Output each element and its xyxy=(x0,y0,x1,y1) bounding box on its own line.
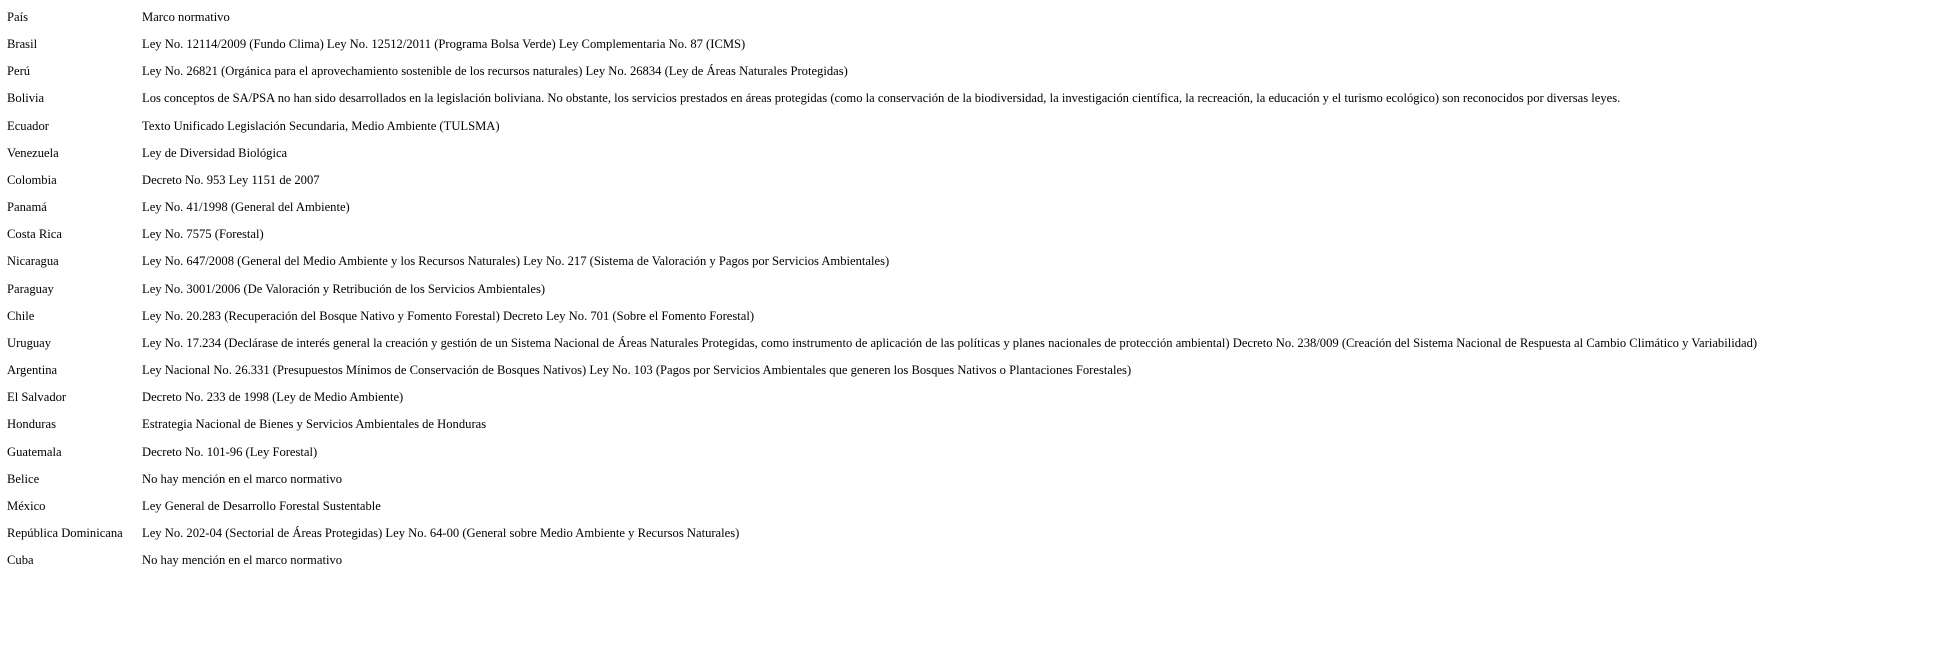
legal-framework-table xyxy=(7,4,1757,574)
table-row xyxy=(7,85,1757,112)
table-row xyxy=(7,248,1757,275)
table-row xyxy=(7,113,1757,140)
framework-cell: Ley No. 3001/2006 (De Valoración y Retribución de los Servicios Ambientales) xyxy=(142,281,546,296)
table-row xyxy=(7,493,1757,520)
table-row xyxy=(7,547,1757,574)
table-row xyxy=(7,384,1757,411)
table-row xyxy=(7,357,1757,384)
framework-cell: Estrategia Nacional de Bienes y Servicios Ambientales de Honduras xyxy=(142,417,487,432)
country-cell: Honduras xyxy=(7,417,56,432)
table-row xyxy=(7,303,1757,330)
table-row xyxy=(7,31,1757,58)
table-header-row xyxy=(7,4,1757,31)
country-cell: Venezuela xyxy=(7,145,59,160)
framework-cell: Ley No. 12114/2009 (Fundo Clima) Ley No. 12512/2011 (Programa Bolsa Verde) Ley Complementaria No. 87 (ICMS) xyxy=(142,37,746,52)
table-row xyxy=(7,221,1757,248)
country-cell: Uruguay xyxy=(7,335,52,350)
framework-cell: Ley Nacional No. 26.331 (Presupuestos Mínimos de Conservación de Bosques Nativos) Ley No. 103 (Pagos por Servicios Ambientales que generen los Bosques Nativos o Plantaciones Forestales) xyxy=(142,363,1132,378)
country-cell: Panamá xyxy=(7,200,47,215)
country-cell: Paraguay xyxy=(7,281,54,296)
framework-cell: Decreto No. 953 Ley 1151 de 2007 xyxy=(142,172,320,187)
table-row xyxy=(7,276,1757,303)
country-cell: Perú xyxy=(7,64,31,79)
framework-cell: Ley No. 41/1998 (General del Ambiente) xyxy=(142,200,350,215)
framework-cell: Los conceptos de SA/PSA no han sido desarrollados en la legislación boliviana. No obstante, los servicios prestados en áreas protegidas (como la conservación de la biodiversidad, la investigación científica, la recreación, la educación y el turismo ecológico) son reconocidos por diversas leyes. xyxy=(142,91,1621,106)
framework-cell: Ley No. 17.234 (Declárase de interés general la creación y gestión de un Sistema Nacional de Áreas Naturales Protegidas, como instrumento de aplicación de las políticas y planes nacionales de protección ambiental) Decreto No. 238/009 (Creación del Sistema Nacional de Respuesta al Cambio Climático y Variabilidad) xyxy=(142,335,1758,350)
header-country: País xyxy=(7,10,28,24)
framework-cell: Decreto No. 101-96 (Ley Forestal) xyxy=(142,444,318,459)
framework-cell: Texto Unificado Legislación Secundaria, Medio Ambiente (TULSMA) xyxy=(142,118,500,133)
country-cell: Chile xyxy=(7,308,35,323)
country-cell: Cuba xyxy=(7,553,34,568)
country-cell: República Dominicana xyxy=(7,525,123,540)
table-row xyxy=(7,466,1757,493)
framework-cell: No hay mención en el marco normativo xyxy=(142,553,343,568)
framework-cell: Ley No. 26821 (Orgánica para el aprovechamiento sostenible de los recursos naturales) Ley No. 26834 (Ley de Áreas Naturales Protegidas) xyxy=(142,64,848,79)
table-row xyxy=(7,58,1757,85)
framework-cell: No hay mención en el marco normativo xyxy=(142,471,343,486)
table-row xyxy=(7,167,1757,194)
table-row xyxy=(7,330,1757,357)
header-framework: Marco normativo xyxy=(142,10,230,24)
table-row xyxy=(7,411,1757,438)
country-cell: Costa Rica xyxy=(7,227,62,242)
country-cell: Ecuador xyxy=(7,118,49,133)
framework-cell: Decreto No. 233 de 1998 (Ley de Medio Ambiente) xyxy=(142,390,404,405)
table-body xyxy=(7,4,1757,574)
framework-cell: Ley No. 202-04 (Sectorial de Áreas Protegidas) Ley No. 64-00 (General sobre Medio Ambiente y Recursos Naturales) xyxy=(142,525,740,540)
country-cell: Nicaragua xyxy=(7,254,59,269)
framework-cell: Ley No. 7575 (Forestal) xyxy=(142,227,264,242)
framework-cell: Ley General de Desarrollo Forestal Sustentable xyxy=(142,498,381,513)
framework-cell: Ley de Diversidad Biológica xyxy=(142,145,288,160)
table-row xyxy=(7,439,1757,466)
table-row xyxy=(7,520,1757,547)
country-cell: México xyxy=(7,498,46,513)
table-row xyxy=(7,140,1757,167)
framework-cell: Ley No. 20.283 (Recuperación del Bosque Nativo y Fomento Forestal) Decreto Ley No. 701 (Sobre el Fomento Forestal) xyxy=(142,308,755,323)
country-cell: Bolivia xyxy=(7,91,45,106)
country-cell: Brasil xyxy=(7,37,38,52)
country-cell: Colombia xyxy=(7,172,57,187)
country-cell: Argentina xyxy=(7,363,58,378)
country-cell: Guatemala xyxy=(7,444,62,459)
country-cell: Belice xyxy=(7,471,40,486)
country-cell: El Salvador xyxy=(7,390,67,405)
framework-cell: Ley No. 647/2008 (General del Medio Ambiente y los Recursos Naturales) Ley No. 217 (Sistema de Valoración y Pagos por Servicios Ambientales) xyxy=(142,254,890,269)
table-row xyxy=(7,194,1757,221)
